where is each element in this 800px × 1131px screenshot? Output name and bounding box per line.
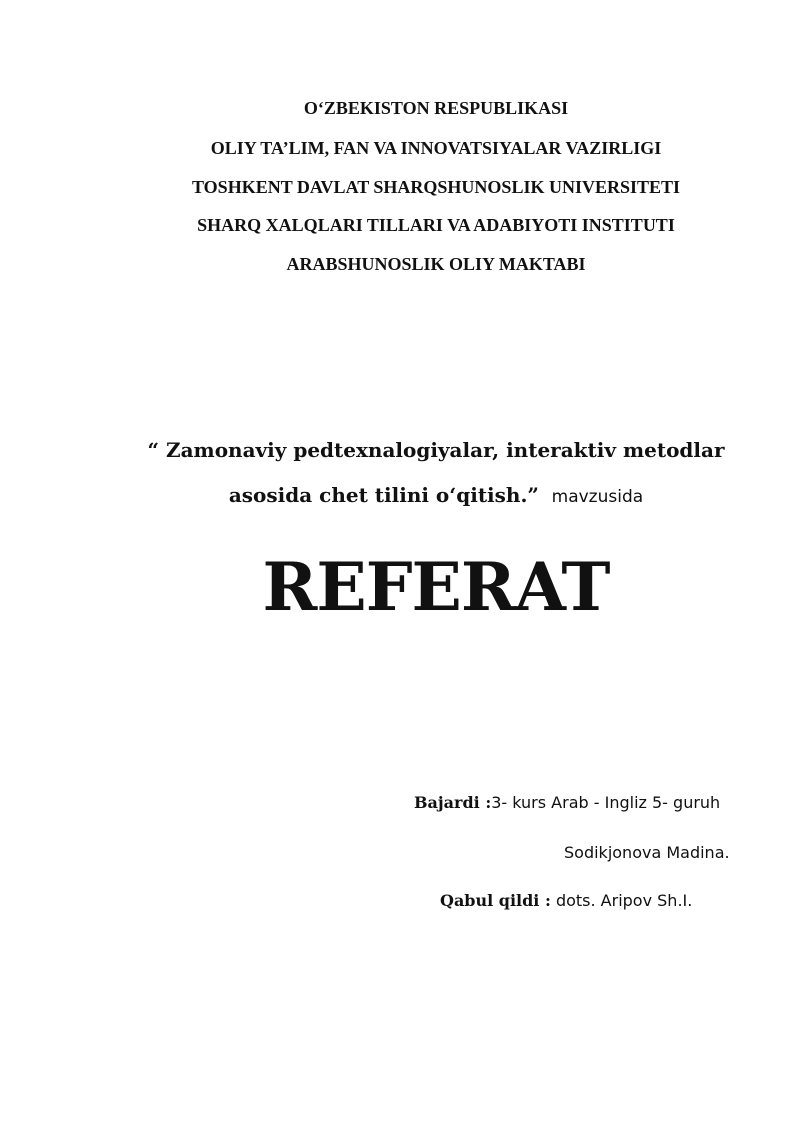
performed-by-line [414, 793, 720, 812]
document-title: REFERAT [262, 548, 610, 626]
topic-line-2-bold: asosida chet tilini o‘qitish.” [228, 483, 539, 507]
header-line-university: TOSHKENT DAVLAT SHARQSHUNOSLIK UNIVERSITETI [192, 177, 680, 197]
topic-line-1 [0, 438, 800, 462]
topic-line-1-text: “ Zamonaviy pedtexnalogiyalar, interaktiv metodlar [147, 438, 725, 462]
accepted-value: dots. Aripov Sh.I. [555, 891, 693, 910]
performed-label: Bajardi : [414, 793, 492, 812]
accepted-label: Qabul qildi : [440, 891, 551, 910]
header-line-institute: SHARQ XALQLARI TILLARI VA ADABIYOTI INSTITUTI [197, 215, 675, 235]
student-name: Sodikjonova Madina. [564, 843, 730, 862]
header-line-country: O‘ZBEKISTON RESPUBLIKASI [303, 98, 569, 118]
performed-value: 3- kurs Arab - Ingliz 5- guruh [491, 793, 721, 812]
header-line-school: ARABSHUNOSLIK OLIY MAKTABI [286, 254, 586, 274]
accepted-by-line [440, 891, 692, 910]
topic-line-2 [0, 483, 800, 507]
header-line-ministry: OLIY TA’LIM, FAN VA INNOVATSIYALAR VAZIRLIGI [210, 138, 662, 158]
topic-line-2-plain: mavzusida [551, 487, 644, 507]
